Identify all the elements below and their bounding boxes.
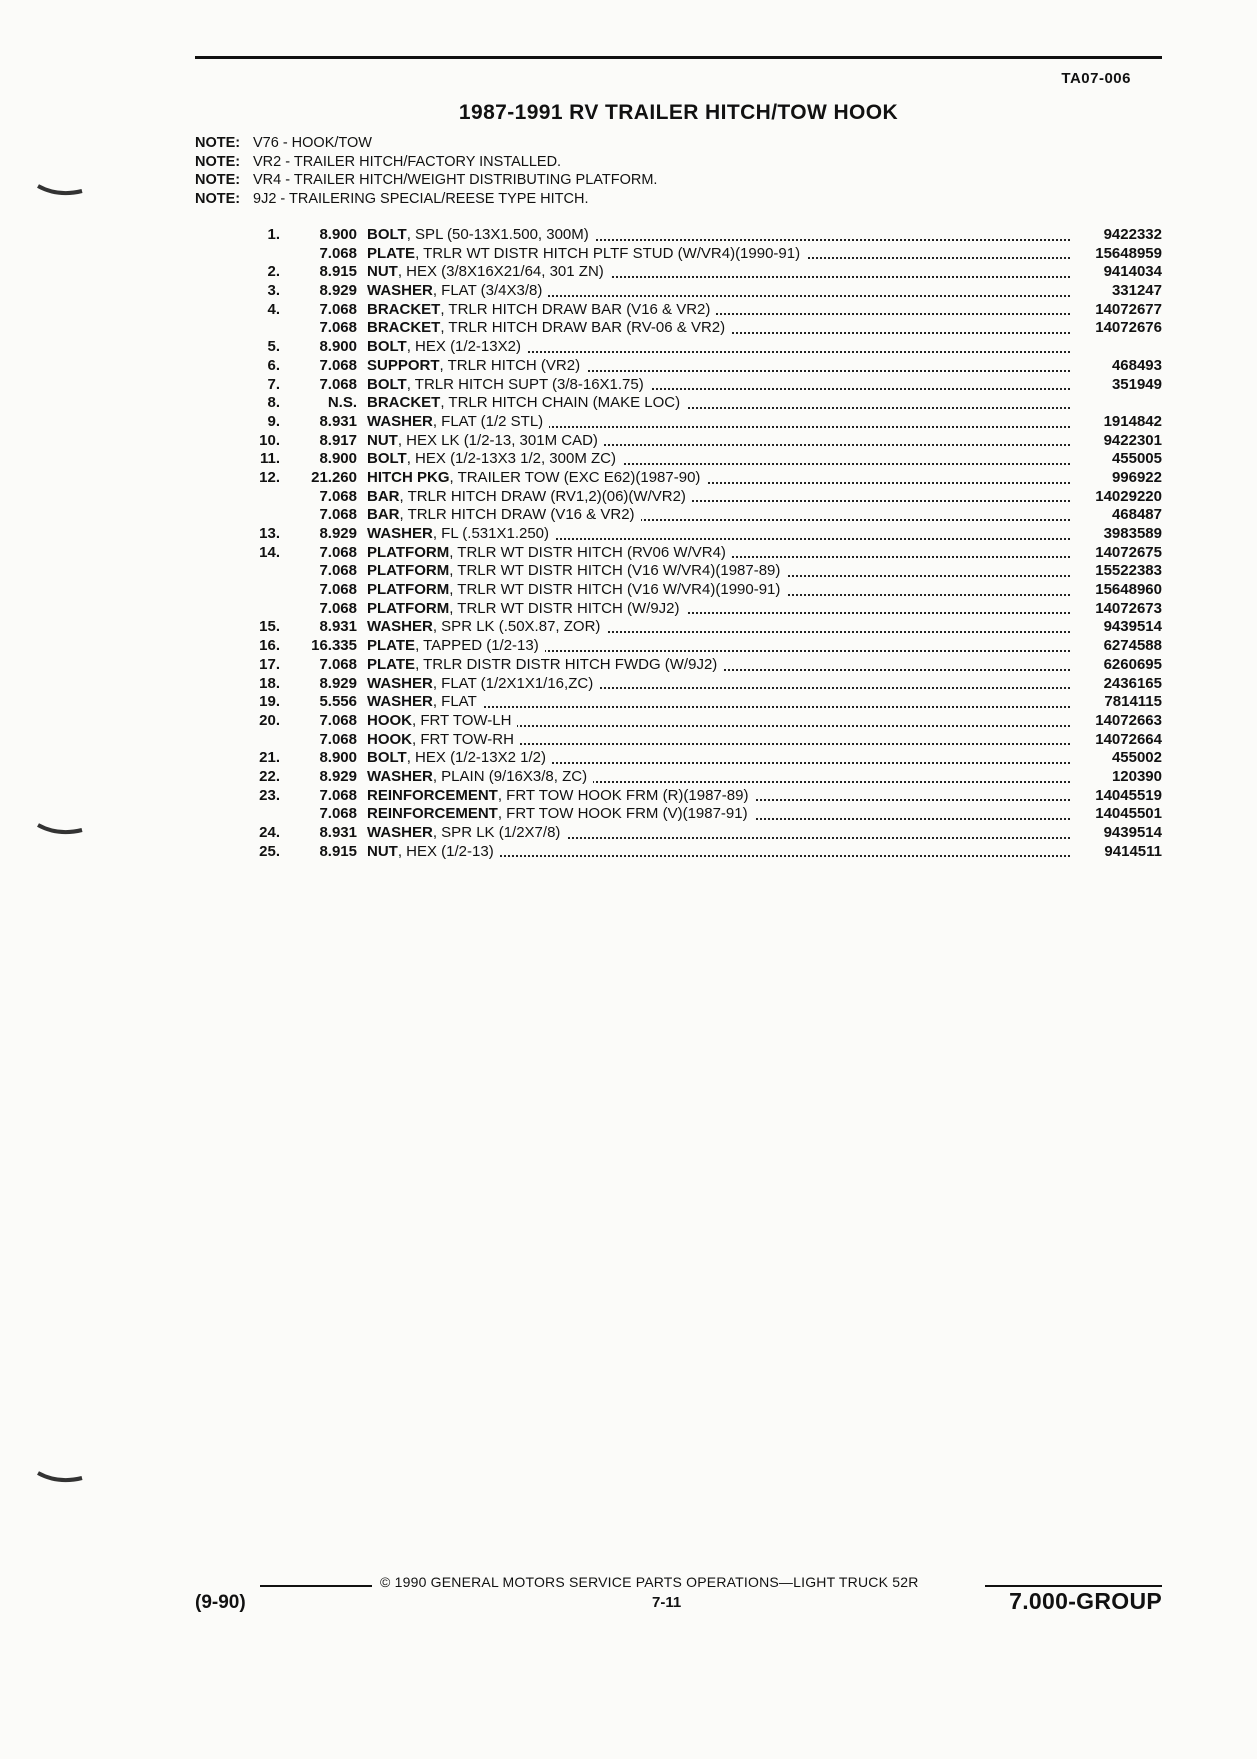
part-name: NUT <box>367 263 398 281</box>
part-description <box>367 263 1070 282</box>
part-group-code: 7.068 <box>319 786 357 804</box>
part-description-text <box>367 824 566 841</box>
part-row <box>240 282 1162 301</box>
part-number: 14045501 <box>1095 805 1162 823</box>
part-name: BOLT <box>367 226 407 243</box>
part-ref-number: 11. <box>259 450 280 468</box>
part-description <box>367 824 1070 843</box>
part-description <box>367 301 1070 320</box>
part-name: PLATE <box>367 244 416 262</box>
part-description <box>367 656 1070 675</box>
part-row <box>240 469 1162 488</box>
part-description-text <box>367 618 606 635</box>
part-detail: , TRLR HITCH DRAW BAR (V16 & VR2) <box>440 300 711 318</box>
part-description-text <box>367 413 549 430</box>
part-group-code: 7.068 <box>319 375 357 393</box>
part-number: 455005 <box>1111 450 1162 468</box>
part-description-text <box>367 749 552 766</box>
part-description <box>367 600 1070 619</box>
part-description-text <box>367 432 604 449</box>
part-detail: , TRLR WT DISTR HITCH (RV06 W/VR4) <box>449 543 726 561</box>
part-ref-number: 16. <box>259 637 280 655</box>
part-group-code: 7.068 <box>319 562 357 580</box>
part-number: 331247 <box>1111 282 1162 300</box>
part-description-text <box>367 562 786 579</box>
part-group-code: 8.929 <box>319 674 357 692</box>
part-description <box>367 749 1070 768</box>
part-description-text <box>367 768 593 785</box>
part-number: 14072677 <box>1095 300 1162 318</box>
part-row <box>240 749 1162 768</box>
part-ref-number: 1. <box>267 226 280 243</box>
part-detail: , FRT TOW HOOK FRM (R)(1987-89) <box>497 786 749 804</box>
part-detail: , HEX (1/2-13X2 1/2) <box>406 749 546 767</box>
part-number: 9414034 <box>1103 263 1162 281</box>
part-row <box>240 731 1162 750</box>
note-row <box>195 171 657 190</box>
note-row <box>195 153 657 172</box>
part-name: PLATFORM <box>367 599 450 617</box>
part-detail: , HEX (1/2-13) <box>397 842 494 860</box>
part-row <box>240 712 1162 731</box>
part-ref-number: 21. <box>259 749 280 767</box>
part-number: 14072675 <box>1095 543 1162 561</box>
part-group-code: 8.931 <box>319 618 357 636</box>
note-label: NOTE: <box>195 153 241 170</box>
part-detail: , FLAT <box>432 693 477 711</box>
note-row <box>195 190 657 209</box>
part-description <box>367 805 1070 824</box>
part-detail: , FL (.531X1.250) <box>432 525 550 542</box>
part-description <box>367 413 1070 432</box>
part-description-text <box>367 544 732 561</box>
part-group-code: 8.929 <box>319 767 357 785</box>
part-detail: , FLAT (3/4X3/8) <box>432 282 543 300</box>
part-number: 468493 <box>1111 356 1162 374</box>
part-group-code: 7.068 <box>319 487 357 505</box>
part-group-code: 8.917 <box>319 431 357 449</box>
part-row <box>240 245 1162 264</box>
footer-date: (9-90) <box>195 1592 246 1613</box>
part-description <box>367 787 1070 806</box>
part-detail: , TRLR HITCH CHAIN (MAKE LOC) <box>440 394 681 412</box>
part-detail: , FRT TOW HOOK FRM (V)(1987-91) <box>497 805 748 823</box>
part-group-code: 8.915 <box>319 842 357 860</box>
part-ref-number: 9. <box>267 412 280 430</box>
binder-hole-mark-middle <box>36 822 84 838</box>
part-description-text <box>367 376 650 393</box>
part-row <box>240 656 1162 675</box>
part-detail: , TRLR HITCH SUPT (3/8-16X1.75) <box>406 375 644 393</box>
note-text: VR2 - TRAILER HITCH/FACTORY INSTALLED. <box>253 153 562 170</box>
part-description-text <box>367 805 754 822</box>
part-detail: , FRT TOW-RH <box>412 730 514 748</box>
part-detail: , TRLR WT DISTR HITCH (W/9J2) <box>449 599 680 617</box>
part-number: 120390 <box>1111 767 1162 785</box>
part-description-text <box>367 581 786 598</box>
part-group-code: 5.556 <box>319 693 357 711</box>
part-number: 7814115 <box>1104 693 1162 711</box>
part-description-text <box>367 450 622 467</box>
part-description-text <box>367 506 641 523</box>
part-description-text <box>367 357 586 374</box>
part-ref-number: 8. <box>267 394 280 412</box>
part-ref-number: 19. <box>259 693 280 711</box>
part-description <box>367 693 1070 712</box>
page-title: 1987-1991 RV TRAILER HITCH/TOW HOOK <box>458 101 899 124</box>
part-group-code: 7.068 <box>319 244 357 262</box>
part-name: BRACKET <box>367 300 441 318</box>
part-group-code: 7.068 <box>319 655 357 673</box>
part-name: WASHER <box>367 618 433 636</box>
note-label: NOTE: <box>195 135 241 151</box>
part-name: PLATE <box>367 655 416 673</box>
part-number: 996922 <box>1111 468 1162 486</box>
part-group-code: 8.900 <box>319 338 357 356</box>
part-number: 9439514 <box>1103 824 1162 841</box>
part-group-code: 7.068 <box>319 730 357 748</box>
part-group-code: 7.068 <box>319 581 357 599</box>
part-ref-number: 15. <box>259 618 280 636</box>
part-group-code: 7.068 <box>319 506 357 524</box>
note-row <box>195 134 657 153</box>
part-detail: , HEX (1/2-13X2) <box>406 338 521 356</box>
part-name: PLATFORM <box>367 543 450 561</box>
part-row <box>240 787 1162 806</box>
part-detail: , HEX (3/8X16X21/64, 301 ZN) <box>397 263 604 281</box>
part-description-text <box>367 843 500 860</box>
part-description-text <box>367 637 545 654</box>
part-number: 351949 <box>1111 375 1162 393</box>
part-number: 1914842 <box>1103 412 1162 430</box>
part-description <box>367 562 1070 581</box>
part-ref-number: 4. <box>267 300 280 318</box>
part-description <box>367 338 1070 357</box>
part-description-text <box>367 319 731 336</box>
part-ref-number: 10. <box>259 431 280 449</box>
part-description <box>367 376 1070 395</box>
part-description <box>367 432 1070 451</box>
part-row <box>240 843 1162 862</box>
note-label: NOTE: <box>195 172 241 188</box>
part-row <box>240 544 1162 563</box>
note-text: VR4 - TRAILER HITCH/WEIGHT DISTRIBUTING PLATFORM. <box>253 172 658 188</box>
part-description <box>367 675 1070 694</box>
part-ref-number: 25. <box>259 842 280 860</box>
part-description-text <box>367 731 520 748</box>
part-number: 6274588 <box>1103 637 1162 655</box>
part-description-text <box>367 394 686 411</box>
part-name: HOOK <box>367 711 412 729</box>
part-description <box>367 488 1070 507</box>
part-group-code: 8.900 <box>319 450 357 468</box>
part-name: NUT <box>367 842 398 860</box>
part-detail: , TRLR WT DISTR HITCH PLTF STUD (W/VR4)(1990-91) <box>415 244 801 262</box>
part-name: BAR <box>367 487 400 505</box>
part-row <box>240 562 1162 581</box>
part-description-text <box>367 787 754 804</box>
part-ref-number: 7. <box>267 375 280 393</box>
part-number: 14072663 <box>1095 711 1162 729</box>
part-detail: , TRLR HITCH DRAW BAR (RV-06 & VR2) <box>440 319 726 337</box>
part-description <box>367 581 1070 600</box>
part-detail: , TRLR WT DISTR HITCH (V16 W/VR4)(1990-91) <box>449 581 781 599</box>
part-detail: , HEX (1/2-13X3 1/2, 300M ZC) <box>406 450 616 468</box>
footer-rule-right <box>985 1585 1162 1587</box>
note-text: V76 - HOOK/TOW <box>253 135 372 151</box>
part-ref-number: 23. <box>259 786 280 804</box>
part-number: 14072676 <box>1095 319 1162 337</box>
part-name: WASHER <box>367 767 433 785</box>
part-row <box>240 413 1162 432</box>
part-row <box>240 450 1162 469</box>
footer-rule-left <box>260 1585 372 1587</box>
footer-page-number: 7-11 <box>652 1594 682 1611</box>
part-group-code: 7.068 <box>319 543 357 561</box>
part-name: BAR <box>367 506 400 524</box>
part-detail: , SPR LK (1/2X7/8) <box>432 824 561 841</box>
part-description <box>367 544 1070 563</box>
part-number: 15648959 <box>1095 244 1162 262</box>
part-name: BRACKET <box>367 394 441 412</box>
part-number: 3983589 <box>1103 525 1162 542</box>
part-number: 9422301 <box>1103 431 1162 449</box>
part-detail: , TRLR DISTR DISTR HITCH FWDG (W/9J2) <box>415 655 718 673</box>
part-name: PLATFORM <box>367 562 450 580</box>
part-name: REINFORCEMENT <box>367 805 498 823</box>
part-group-code: 7.068 <box>319 599 357 617</box>
part-detail: , SPL (50-13X1.500, 300M) <box>406 226 589 243</box>
part-detail: , TRLR WT DISTR HITCH (V16 W/VR4)(1987-89) <box>449 562 781 580</box>
part-description <box>367 226 1070 245</box>
page-code: TA07-006 <box>1061 70 1131 87</box>
part-group-code: 16.335 <box>311 637 357 655</box>
binder-hole-mark-bottom <box>36 1470 84 1486</box>
part-number: 15648960 <box>1095 581 1162 599</box>
part-ref-number: 24. <box>259 824 280 841</box>
parts-list <box>240 226 1162 861</box>
part-description <box>367 319 1070 338</box>
part-ref-number: 6. <box>267 356 280 374</box>
part-name: BRACKET <box>367 319 441 337</box>
part-row <box>240 263 1162 282</box>
part-number: 9422332 <box>1103 226 1162 243</box>
part-description-text <box>367 712 517 729</box>
part-group-code: 8.929 <box>319 525 357 542</box>
part-number: 14072664 <box>1095 730 1162 748</box>
part-name: BOLT <box>367 749 407 767</box>
part-row <box>240 506 1162 525</box>
part-row <box>240 488 1162 507</box>
part-description <box>367 525 1070 544</box>
part-ref-number: 2. <box>267 263 280 281</box>
part-group-code: 8.929 <box>319 282 357 300</box>
part-row <box>240 637 1162 656</box>
part-group-code: 8.931 <box>319 824 357 841</box>
notes-block <box>195 134 657 208</box>
part-detail: , TRLR HITCH (VR2) <box>439 356 581 374</box>
part-description <box>367 506 1070 525</box>
part-name: HOOK <box>367 730 412 748</box>
footer-group: 7.000-GROUP <box>1009 1588 1162 1614</box>
part-description-text <box>367 301 716 318</box>
part-group-code: N.S. <box>327 394 357 412</box>
part-name: WASHER <box>367 674 433 692</box>
part-name: NUT <box>367 431 398 449</box>
note-text: 9J2 - TRAILERING SPECIAL/REESE TYPE HITCH. <box>253 190 589 207</box>
binder-hole-mark-top <box>36 183 84 199</box>
part-description <box>367 712 1070 731</box>
part-description-text <box>367 693 483 710</box>
part-detail: , TRLR HITCH DRAW (RV1,2)(06)(W/VR2) <box>399 487 686 505</box>
part-description-text <box>367 525 555 542</box>
part-description-text <box>367 245 806 262</box>
part-name: WASHER <box>367 693 433 711</box>
part-row <box>240 600 1162 619</box>
part-row <box>240 357 1162 376</box>
part-name: REINFORCEMENT <box>367 786 498 804</box>
part-number: 9414511 <box>1104 842 1162 860</box>
part-row <box>240 394 1162 413</box>
part-name: PLATE <box>367 637 416 655</box>
header-rule <box>195 56 1162 59</box>
part-group-code: 7.068 <box>319 805 357 823</box>
part-group-code: 7.068 <box>319 356 357 374</box>
part-name: WASHER <box>367 282 433 300</box>
part-row <box>240 824 1162 843</box>
part-description-text <box>367 226 595 243</box>
part-name: PLATFORM <box>367 581 450 599</box>
part-detail: , TRAILER TOW (EXC E62)(1987-90) <box>449 468 701 486</box>
part-description-text <box>367 488 692 505</box>
part-name: HITCH PKG <box>367 468 450 486</box>
part-row <box>240 675 1162 694</box>
part-group-code: 8.915 <box>319 263 357 281</box>
part-description <box>367 245 1070 264</box>
part-description <box>367 843 1070 862</box>
part-detail: , FLAT (1/2X1X1/16,ZC) <box>432 674 594 692</box>
part-row <box>240 618 1162 637</box>
part-ref-number: 13. <box>259 525 280 542</box>
part-group-code: 21.260 <box>311 468 357 486</box>
part-description-text <box>367 338 527 355</box>
part-name: BOLT <box>367 338 407 356</box>
part-description <box>367 637 1070 656</box>
part-row <box>240 805 1162 824</box>
part-ref-number: 17. <box>259 655 280 673</box>
part-detail: , FLAT (1/2 STL) <box>432 412 544 430</box>
part-name: WASHER <box>367 412 433 430</box>
part-detail: , TRLR HITCH DRAW (V16 & VR2) <box>399 506 635 524</box>
part-detail: , PLAIN (9/16X3/8, ZC) <box>432 767 588 785</box>
part-row <box>240 338 1162 357</box>
part-description <box>367 282 1070 301</box>
part-number: 14029220 <box>1095 487 1162 505</box>
part-name: WASHER <box>367 525 433 542</box>
part-description-text <box>367 263 610 280</box>
part-name: WASHER <box>367 824 433 841</box>
part-name: SUPPORT <box>367 356 440 374</box>
part-description-text <box>367 469 706 486</box>
part-description <box>367 450 1070 469</box>
footer-copyright: © 1990 GENERAL MOTORS SERVICE PARTS OPERATIONS—LIGHT TRUCK 52R <box>380 1574 919 1590</box>
part-row <box>240 693 1162 712</box>
part-ref-number: 3. <box>267 282 280 300</box>
part-number: 2436165 <box>1103 674 1162 692</box>
note-label: NOTE: <box>195 190 241 207</box>
part-number: 455002 <box>1111 749 1162 767</box>
part-description-text <box>367 282 548 299</box>
part-number: 468487 <box>1111 506 1162 524</box>
part-detail: , HEX LK (1/2-13, 301M CAD) <box>397 431 598 449</box>
part-detail: , SPR LK (.50X.87, ZOR) <box>432 618 601 636</box>
part-group-code: 8.900 <box>319 749 357 767</box>
part-row <box>240 226 1162 245</box>
part-name: BOLT <box>367 450 407 468</box>
part-number: 15522383 <box>1095 562 1162 580</box>
part-description <box>367 394 1070 413</box>
part-description-text <box>367 656 723 673</box>
part-number: 6260695 <box>1103 655 1162 673</box>
part-description <box>367 768 1070 787</box>
part-ref-number: 5. <box>267 338 280 356</box>
part-group-code: 7.068 <box>319 319 357 337</box>
part-group-code: 7.068 <box>319 711 357 729</box>
part-ref-number: 14. <box>259 543 280 561</box>
part-number: 9439514 <box>1103 618 1162 636</box>
part-number: 14045519 <box>1095 786 1162 804</box>
part-ref-number: 20. <box>259 711 280 729</box>
part-name: BOLT <box>367 375 407 393</box>
part-description-text <box>367 675 599 692</box>
part-description <box>367 731 1070 750</box>
part-group-code: 8.900 <box>319 226 357 243</box>
part-description <box>367 357 1070 376</box>
part-row <box>240 581 1162 600</box>
part-row <box>240 432 1162 451</box>
part-row <box>240 319 1162 338</box>
part-description <box>367 469 1070 488</box>
part-row <box>240 301 1162 320</box>
part-detail: , TAPPED (1/2-13) <box>415 637 539 655</box>
part-ref-number: 12. <box>259 468 280 486</box>
part-detail: , FRT TOW-LH <box>412 711 512 729</box>
part-row <box>240 768 1162 787</box>
part-group-code: 8.931 <box>319 412 357 430</box>
part-description <box>367 618 1070 637</box>
part-row <box>240 376 1162 395</box>
part-group-code: 7.068 <box>319 300 357 318</box>
part-ref-number: 22. <box>259 767 280 785</box>
part-number: 14072673 <box>1095 599 1162 617</box>
part-description-text <box>367 600 686 617</box>
part-row <box>240 525 1162 544</box>
part-ref-number: 18. <box>259 674 280 692</box>
